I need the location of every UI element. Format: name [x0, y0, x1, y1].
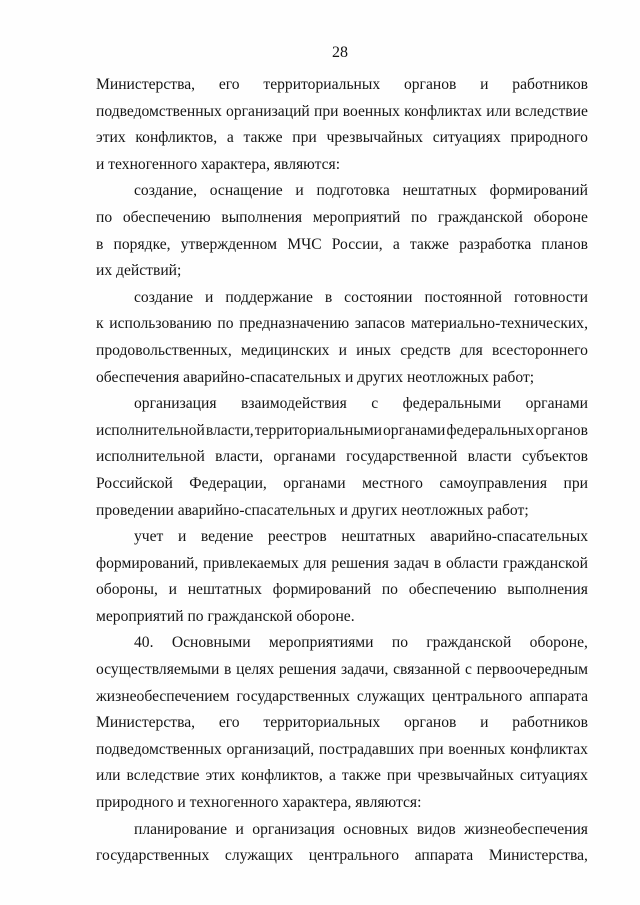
text-line: по обеспечению выполнения мероприятий по гражданской обороне [96, 208, 588, 226]
text-line: мероприятий по гражданской обороне. [96, 607, 355, 625]
text-line: учет и ведение реестров нештатных аварийно-спасательных [134, 528, 588, 546]
text-line: Министерства, его территориальных органов и работников [96, 714, 588, 732]
text-line: создание, оснащение и подготовка нештатных формирований [134, 182, 588, 200]
document-body [96, 72, 588, 870]
text-line: и техногенного характера, являются: [96, 155, 341, 173]
paragraph [96, 391, 588, 524]
text-line: обеспечения аварийно-спасательных и других неотложных работ; [96, 368, 535, 386]
paragraph [96, 178, 588, 284]
text-line: исполнительной власти, органами государственной власти субъектов [96, 448, 588, 466]
text-line: осуществляемыми в целях решения задачи, связанной с первоочередным [96, 661, 588, 679]
text-line: подведомственных организаций при военных конфликтах или вследствие [96, 102, 588, 120]
paragraph [96, 524, 588, 630]
text-line: 40. Основными мероприятиями по гражданской обороне, [134, 634, 588, 652]
text-line: к использованию по предназначению запасов материально-технических, [96, 315, 588, 333]
text-line: или вследствие этих конфликтов, а также при чрезвычайных ситуациях [96, 767, 588, 785]
text-line: создание и поддержание в состоянии постоянной готовности [134, 288, 588, 306]
text-line: исполнительной власти, территориальными органами федеральных органов [96, 421, 588, 439]
text-line: в порядке, утвержденном МЧС России, а также разработка планов [96, 235, 588, 253]
paragraph [96, 630, 588, 816]
paragraph [96, 285, 588, 391]
text-line: обороны, и нештатных формирований по обеспечению выполнения [96, 581, 588, 599]
text-line: подведомственных организаций, пострадавших при военных конфликтах [96, 740, 588, 758]
paragraph [96, 817, 588, 870]
paragraph [96, 72, 588, 178]
text-line: их действий; [96, 262, 182, 280]
text-line: продовольственных, медицинских и иных средств для всестороннего [96, 341, 588, 359]
text-line: формирований, привлекаемых для решения задач в области гражданской [96, 554, 588, 572]
text-line: этих конфликтов, а также при чрезвычайных ситуациях природного [96, 129, 588, 147]
page-number: 28 [332, 44, 348, 61]
text-line: Министерства, его территориальных органов и работников [96, 76, 588, 93]
text-line: жизнеобеспечением государственных служащих центрального аппарата [96, 687, 588, 705]
text-line: Российской Федерации, органами местного самоуправления при [96, 474, 588, 492]
text-line: природного и техногенного характера, являются: [96, 794, 422, 812]
text-line: государственных служащих центрального аппарата Министерства, [96, 847, 588, 865]
text-line: организация взаимодействия с федеральными органами [134, 395, 588, 413]
text-line: планирование и организация основных видов жизнеобеспечения [134, 820, 588, 838]
text-line: проведении аварийно-спасательных и других неотложных работ; [96, 501, 529, 519]
